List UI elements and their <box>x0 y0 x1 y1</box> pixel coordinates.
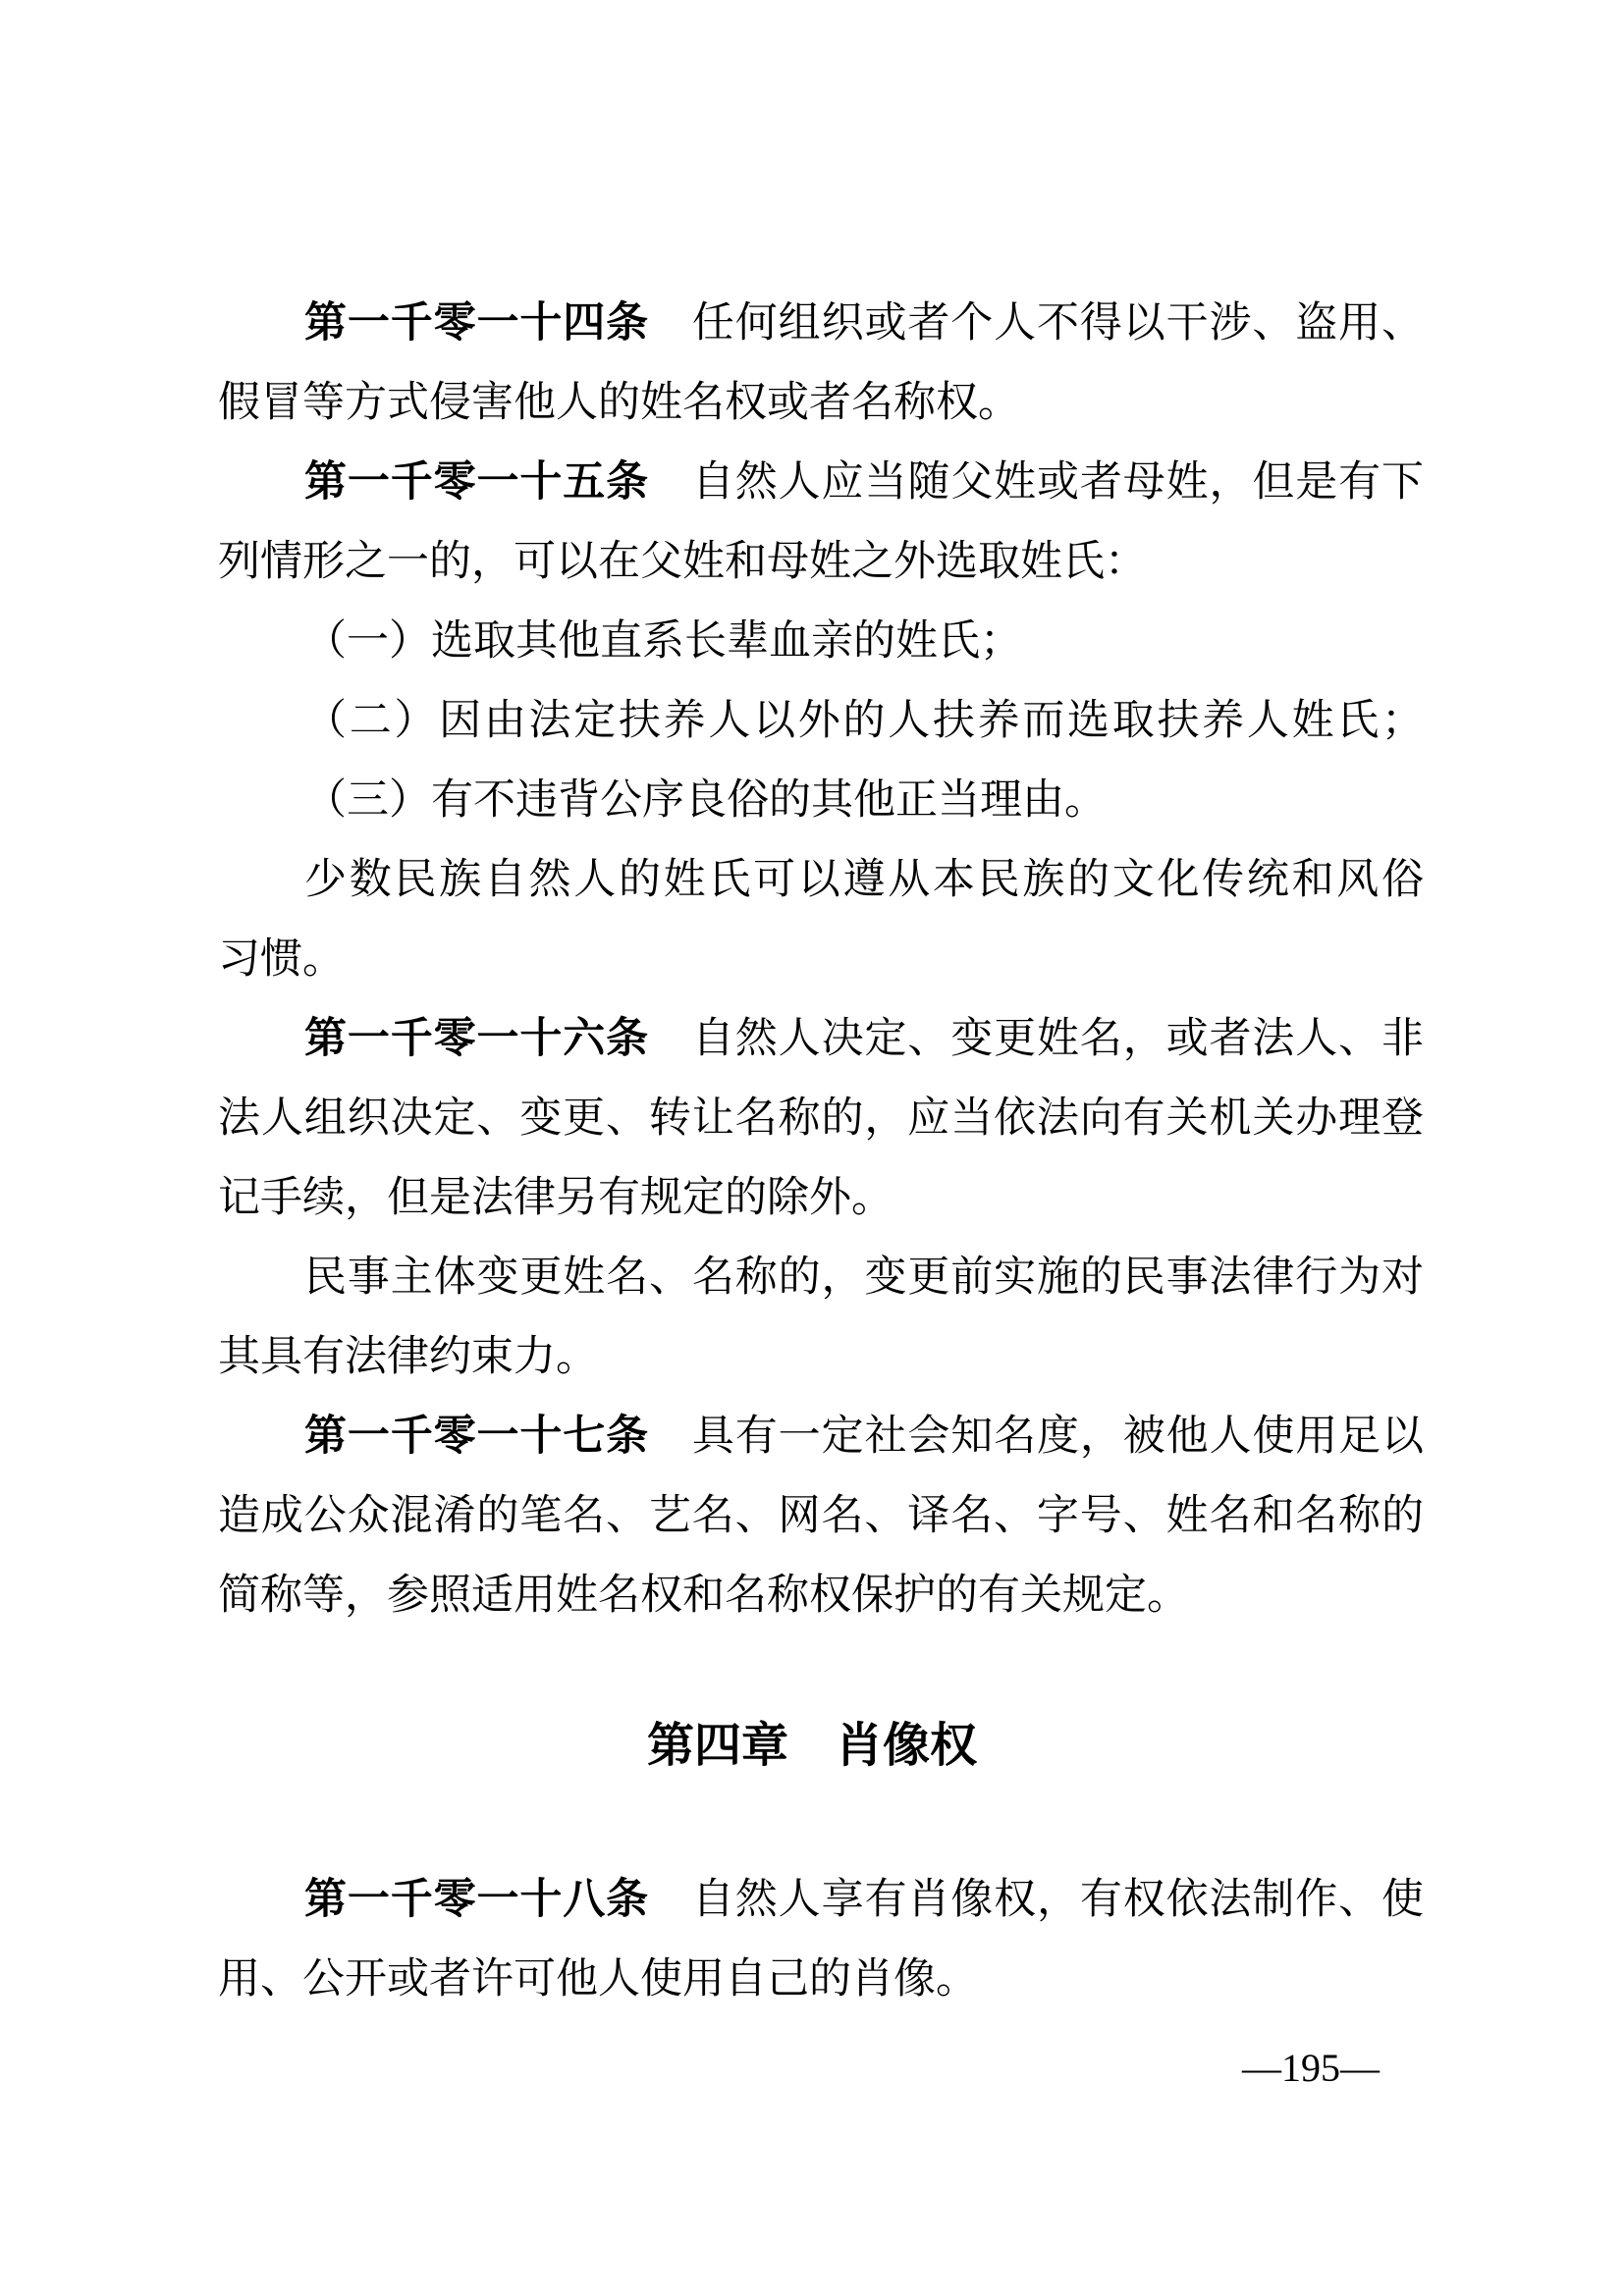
line-text: 民事主体变更姓名、名称的，变更前实施的民事法律行为对 <box>304 1255 1424 1301</box>
article-number: 第一千零一十六条 <box>304 1015 650 1062</box>
line-text: 假冒等方式侵害他人的姓名权或者名称权。 <box>218 380 1020 426</box>
text-line <box>218 443 1424 522</box>
page-number: —195— <box>1242 2046 1380 2090</box>
text-line <box>218 1158 1424 1238</box>
line-text: 任何组织或者个人不得以干涉、盗用、 <box>649 300 1425 347</box>
line-text: 造成公众混淆的笔名、艺名、网名、译名、字号、姓名和名称的 <box>218 1493 1424 1539</box>
line-text: 记手续，但是法律另有规定的除外。 <box>218 1175 893 1221</box>
article-number: 第一千零一十四条 <box>304 299 650 347</box>
text-line <box>218 1317 1424 1397</box>
text-line <box>218 1940 1424 2019</box>
line-text: 简称等，参照适用姓名权和名称权保护的有关规定。 <box>218 1573 1189 1619</box>
text-line <box>218 363 1424 443</box>
document-body-closing <box>0 1860 1624 2019</box>
line-text: 其具有法律约束力。 <box>218 1334 598 1380</box>
text-line <box>218 761 1424 840</box>
line-text: （三）有不违背公序良俗的其他正当理由。 <box>304 777 1107 824</box>
chapter-heading: 第四章 肖像权 <box>646 1720 977 1772</box>
text-line <box>218 1397 1424 1476</box>
line-text: （二）因由法定扶养人以外的人扶养而选取扶养人姓氏； <box>304 698 1424 744</box>
article-number: 第一千零一十七条 <box>304 1413 650 1460</box>
line-text: 法人组织决定、变更、转让名称的，应当依法向有关机关办理登 <box>218 1095 1424 1142</box>
text-line <box>218 681 1424 761</box>
text-line <box>218 602 1424 681</box>
line-text: 少数民族自然人的姓氏可以遵从本民族的文化传统和风俗 <box>304 857 1424 903</box>
article-number: 第一千零一十五条 <box>304 458 650 506</box>
text-line <box>218 999 1424 1079</box>
text-line <box>218 1556 1424 1635</box>
line-text: 列情形之一的，可以在父姓和母姓之外选取姓氏： <box>218 539 1147 585</box>
text-line <box>218 1476 1424 1556</box>
text-line <box>218 840 1424 920</box>
text-line <box>218 1238 1424 1317</box>
line-text: 自然人享有肖像权，有权依法制作、使 <box>649 1877 1425 1923</box>
line-text: 习惯。 <box>218 936 345 983</box>
line-text: 用、公开或者许可他人使用自己的肖像。 <box>218 1956 978 2002</box>
text-line <box>218 1079 1424 1158</box>
text-line <box>218 1860 1424 1940</box>
line-text: 自然人应当随父姓或者母姓，但是有下 <box>649 459 1425 506</box>
article-number: 第一千零一十八条 <box>304 1876 650 1923</box>
line-text: 自然人决定、变更姓名，或者法人、非 <box>649 1016 1425 1062</box>
text-line <box>218 920 1424 999</box>
line-text: （一）选取其他直系长辈血亲的姓氏； <box>304 618 1022 665</box>
text-line <box>218 284 1424 363</box>
text-line <box>218 522 1424 602</box>
line-text: 具有一定社会知名度，被他人使用足以 <box>649 1414 1425 1460</box>
